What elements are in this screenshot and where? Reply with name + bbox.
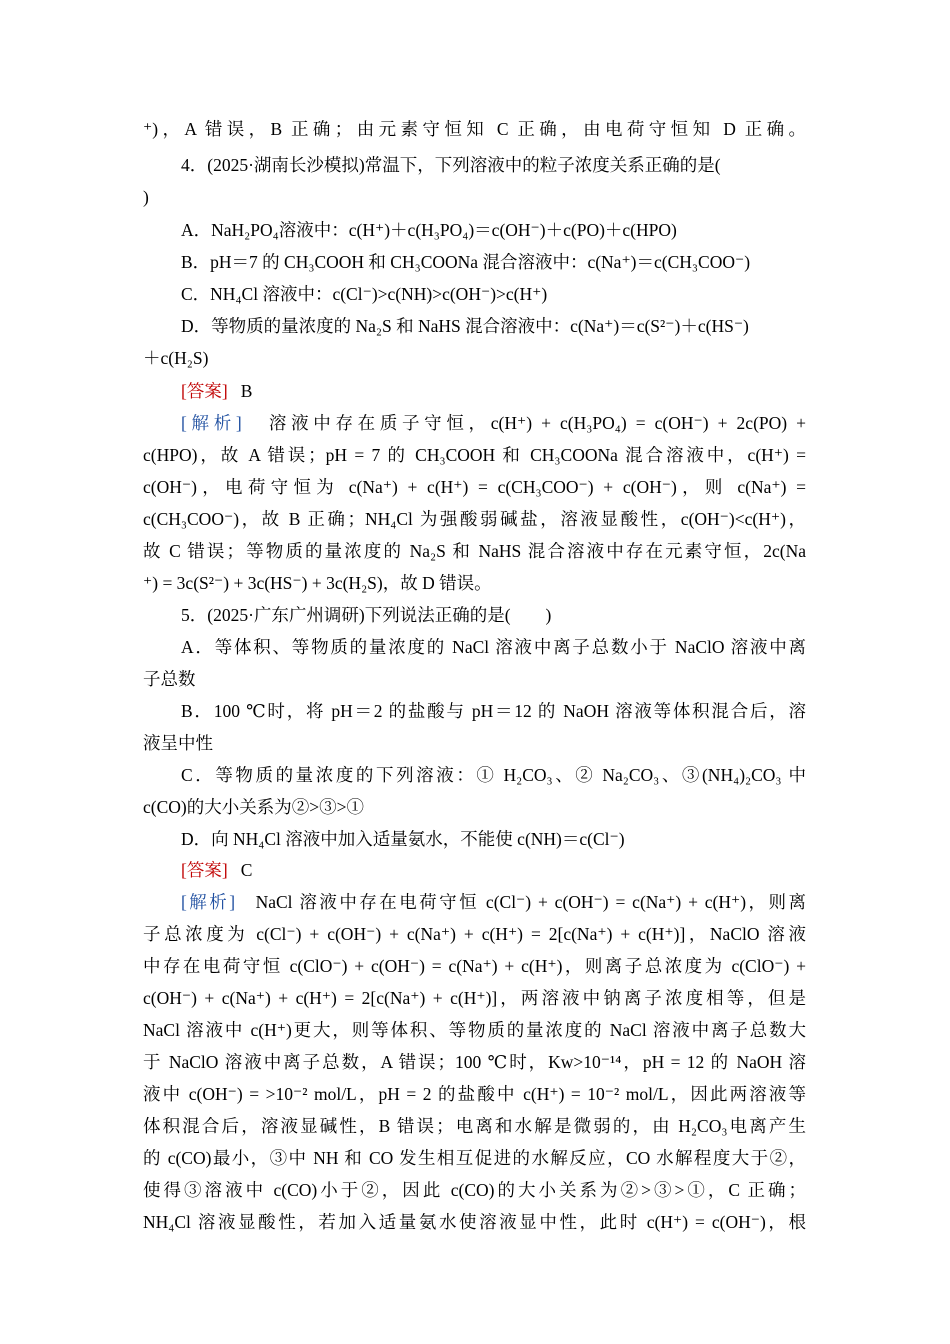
analysis-first-line	[181, 891, 806, 913]
text-line: )	[143, 187, 149, 207]
analysis-text: NaCl 溶液中存在电荷守恒 c(Cl⁻) + c(OH⁻) = c(Na⁺) + c(H⁺)，则离	[255, 892, 806, 912]
text-line: 液中 c(OH⁻) = >10⁻² mol/L，pH = 2 的盐酸中 c(H⁺) = 10⁻² mol/L，因此两溶液等	[143, 1084, 806, 1104]
text-line: 的 c(CO)最小，③中 NH 和 CO 发生相互促进的水解反应，CO 水解程度大于②，	[143, 1148, 806, 1168]
analysis-label: [解析]	[181, 892, 236, 912]
text-line: ⁺)，A 错误，B 正确；由元素守恒知 C 正确，由电荷守恒知 D 正确。	[143, 119, 806, 139]
answer-label: [答案]	[181, 860, 228, 880]
answer-row	[181, 859, 252, 881]
text-line: 子总浓度为 c(Cl⁻) + c(OH⁻) + c(Na⁺) + c(H⁺) = 2[c(Na⁺) + c(H⁺)]，NaClO 溶液	[143, 924, 806, 944]
text-line: 中存在电荷守恒 c(ClO⁻) + c(OH⁻) = c(Na⁺) + c(H⁺)，则离子总浓度为 c(ClO⁻) +	[143, 956, 806, 976]
text-line: 于 NaClO 溶液中离子总数，A 错误；100 ℃时，Kw>10⁻¹⁴，pH = 12 的 NaOH 溶	[143, 1052, 806, 1072]
text-line: ⁺) = 3c(S²⁻) + 3c(HS⁻) + 3c(H₂S)，故 D 错误。	[143, 573, 492, 593]
option-b: B．pH＝7 的 CH₃COOH 和 CH₃COONa 混合溶液中：c(Na⁺)＝c(CH₃COO⁻)	[181, 252, 751, 272]
text-line: 子总数	[143, 669, 196, 689]
answer-value: B	[240, 381, 253, 401]
text-line: 液呈中性	[143, 733, 213, 753]
text-line: c(OH⁻) + c(Na⁺) + c(H⁺) = 2[c(Na⁺) + c(H⁺)]，两溶液中钠离子浓度相等，但是	[143, 988, 806, 1008]
option-c: C．等物质的量浓度的下列溶液：① H₂CO₃、② Na₂CO₃、③(NH₄)₂CO₃ 中	[181, 765, 806, 785]
analysis-first-line	[181, 412, 806, 434]
text-line: c(CH₃COO⁻)，故 B 正确；NH₄Cl 为强酸弱碱盐，溶液显酸性，c(OH⁻)<c(H⁺)，	[143, 509, 806, 529]
text-line: c(OH⁻)，电荷守恒为 c(Na⁺) + c(H⁺) = c(CH₃COO⁻) + c(OH⁻)，则 c(Na⁺) =	[143, 477, 806, 497]
analysis-label: [解析]	[181, 413, 242, 433]
text-line: 使得③溶液中 c(CO)小于②，因此 c(CO)的大小关系为②>③>①，C 正确；	[143, 1180, 806, 1200]
option-d: D．等物质的量浓度的 Na₂S 和 NaHS 混合溶液中：c(Na⁺)＝c(S²⁻)＋c(HS⁻)	[181, 316, 749, 336]
text-line: NaCl 溶液中 c(H⁺)更大，则等体积、等物质的量浓度的 NaCl 溶液中离子总数大	[143, 1020, 806, 1040]
text-line: c(HPO)，故 A 错误；pH = 7 的 CH₃COOH 和 CH₃COONa 混合溶液中，c(H⁺) =	[143, 445, 806, 465]
text-line: 体积混合后，溶液显碱性，B 错误；电离和水解是微弱的，由 H₂CO₃电离产生	[143, 1116, 806, 1136]
text-line: NH₄Cl 溶液显酸性，若加入适量氨水使溶液显中性，此时 c(H⁺) = c(OH⁻)，根	[143, 1212, 806, 1232]
text-line: ＋c(H₂S)	[143, 348, 209, 368]
answer-row	[181, 380, 252, 402]
option-a: A．等体积、等物质的量浓度的 NaCl 溶液中离子总数小于 NaClO 溶液中离	[181, 637, 806, 657]
option-d: D．向 NH₄Cl 溶液中加入适量氨水，不能使 c(NH)＝c(Cl⁻)	[181, 829, 625, 849]
text-line: 故 C 错误；等物质的量浓度的 Na₂S 和 NaHS 混合溶液中存在元素守恒，2c(Na	[143, 541, 806, 561]
answer-label: [答案]	[181, 381, 228, 401]
option-b: B．100 ℃时，将 pH＝2 的盐酸与 pH＝12 的 NaOH 溶液等体积混合后，溶	[181, 701, 806, 721]
option-a: A．NaH₂PO₄溶液中：c(H⁺)＋c(H₃PO₄)＝c(OH⁻)＋c(PO)＋c(HPO)	[181, 220, 677, 240]
analysis-text: 溶液中存在质子守恒，c(H⁺) + c(H₃PO₄) = c(OH⁻) + 2c(PO) +	[268, 413, 807, 433]
option-c: C．NH₄Cl 溶液中：c(Cl⁻)>c(NH)>c(OH⁻)>c(H⁺)	[181, 284, 548, 304]
question-5-stem: 5．(2025·广东广州调研)下列说法正确的是( )	[181, 605, 552, 625]
text-line: c(CO)的大小关系为②>③>①	[143, 797, 364, 817]
question-4-stem: 4．(2025·湖南长沙模拟)常温下，下列溶液中的粒子浓度关系正确的是(	[181, 155, 721, 175]
answer-value: C	[240, 860, 253, 880]
